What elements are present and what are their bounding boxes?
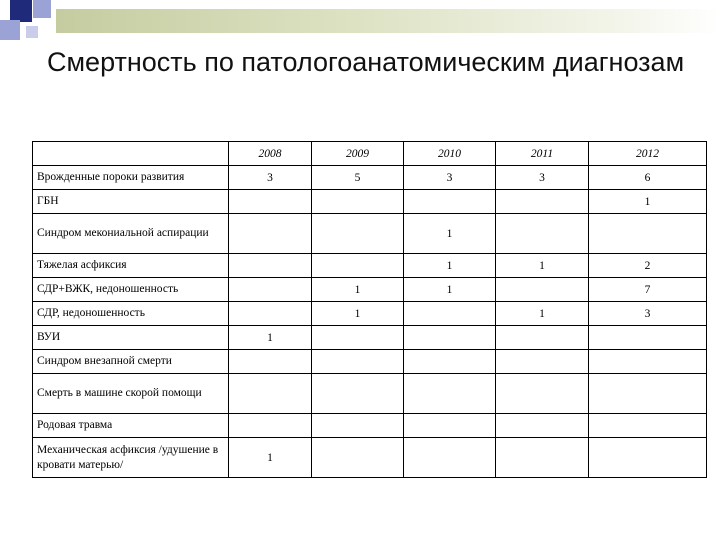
year-header: 2009 [312,142,404,166]
row-label: Смерть в машине скорой помощи [33,374,229,414]
cell-value: 1 [404,254,496,278]
cell-value: 1 [312,302,404,326]
year-header: 2008 [229,142,312,166]
cell-value [229,214,312,254]
year-header: 2012 [589,142,707,166]
cell-value: 1 [229,326,312,350]
cell-value [589,374,707,414]
cell-value [589,350,707,374]
year-header: 2010 [404,142,496,166]
row-label: Родовая травма [33,414,229,438]
table-row [33,166,707,190]
cell-value [404,302,496,326]
decoration-square-small [26,26,38,38]
cell-value: 3 [496,166,589,190]
slide-decoration [0,0,720,40]
cell-value [229,414,312,438]
decoration-square-light [0,20,20,40]
table-row [33,190,707,214]
cell-value: 5 [312,166,404,190]
cell-value [496,414,589,438]
cell-value: 1 [496,302,589,326]
cell-value: 2 [589,254,707,278]
cell-value: 3 [229,166,312,190]
table-row [33,374,707,414]
cell-value [312,438,404,478]
cell-value [229,278,312,302]
cell-value [404,438,496,478]
cell-value [312,190,404,214]
mortality-table [32,141,707,478]
cell-value: 7 [589,278,707,302]
cell-value: 1 [312,278,404,302]
row-label: Синдром мекониальной аспирации [33,214,229,254]
cell-value [229,302,312,326]
row-label: Тяжелая асфиксия [33,254,229,278]
page-title: Смертность по патологоанатомическим диагнозам [47,47,685,77]
cell-value [312,350,404,374]
cell-value [589,438,707,478]
cell-value: 6 [589,166,707,190]
cell-value [404,414,496,438]
cell-value: 1 [496,254,589,278]
cell-value [496,214,589,254]
cell-value [312,374,404,414]
cell-value [496,326,589,350]
table-row [33,214,707,254]
cell-value [589,414,707,438]
cell-value [404,190,496,214]
cell-value [312,214,404,254]
row-label: ВУИ [33,326,229,350]
table-row [33,438,707,478]
table-row [33,326,707,350]
row-label: Врожденные пороки развития [33,166,229,190]
decoration-square-light [33,0,51,18]
table-row [33,254,707,278]
cell-value: 1 [229,438,312,478]
cell-value: 3 [404,166,496,190]
cell-value [312,326,404,350]
row-label: ГБН [33,190,229,214]
cell-value: 1 [589,190,707,214]
cell-value [404,350,496,374]
cell-value: 3 [589,302,707,326]
cell-value [496,374,589,414]
cell-value [229,254,312,278]
row-label: Механическая асфиксия /удушение в кровати матерью/ [33,438,229,478]
table-header-row [33,142,707,166]
year-header: 2011 [496,142,589,166]
table-row [33,278,707,302]
decoration-square-dark [10,0,32,22]
cell-value [589,214,707,254]
cell-value: 1 [404,278,496,302]
cell-value [496,190,589,214]
cell-value [404,326,496,350]
row-label: СДР, недоношенность [33,302,229,326]
cell-value [229,190,312,214]
cell-value [229,350,312,374]
cell-value [496,278,589,302]
cell-value: 1 [404,214,496,254]
table-row [33,302,707,326]
decoration-bar [56,9,720,33]
table-row [33,414,707,438]
cell-value [312,414,404,438]
row-label: СДР+ВЖК, недоношенность [33,278,229,302]
cell-value [312,254,404,278]
cell-value [496,438,589,478]
table-row [33,350,707,374]
row-label: Синдром внезапной смерти [33,350,229,374]
cell-value [229,374,312,414]
header-corner [33,142,229,166]
cell-value [589,326,707,350]
cell-value [496,350,589,374]
cell-value [404,374,496,414]
